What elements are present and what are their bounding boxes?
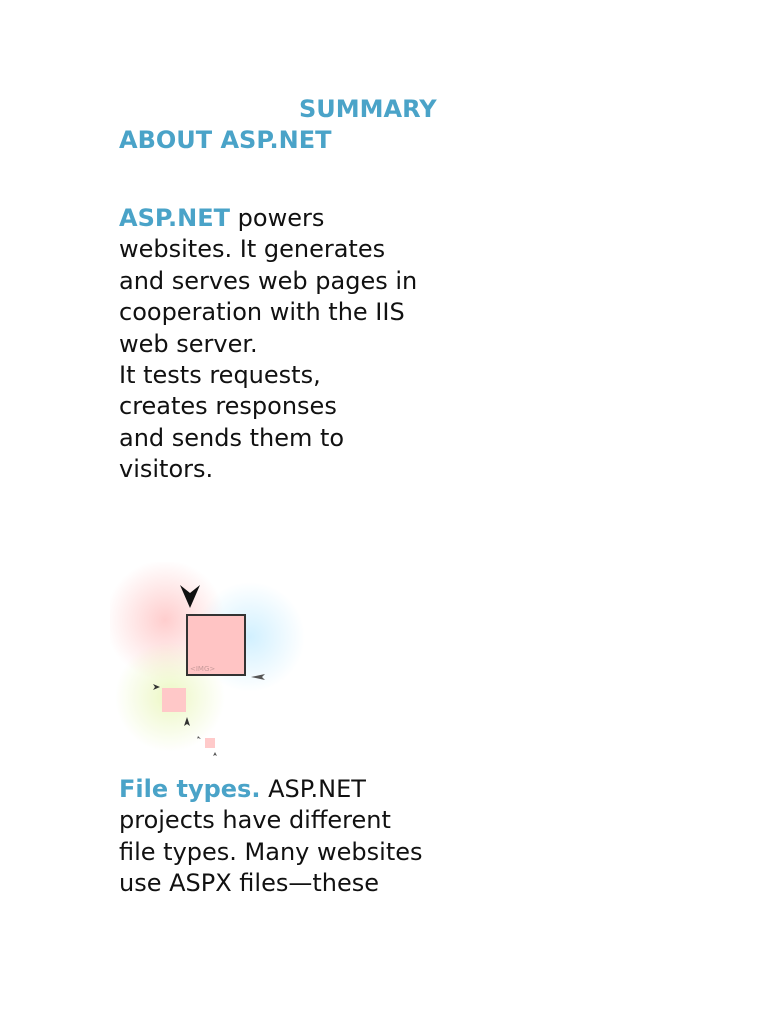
intro-line: It tests requests, — [119, 361, 321, 390]
intro-lead: ASP.NET — [119, 204, 231, 232]
file-types-lead: File types. — [119, 775, 261, 803]
intro-line: cooperation with the IIS — [119, 298, 405, 327]
intro-line: and sends them to — [119, 423, 345, 452]
intro-line: websites. It generates — [119, 235, 386, 264]
file-types-line: projects have different — [119, 806, 391, 835]
small-page-box — [162, 688, 186, 712]
file-types-lead-rest: ASP.NET — [260, 775, 366, 803]
intro-line: and serves web pages in — [119, 266, 418, 295]
intro-paragraph — [119, 203, 459, 486]
file-types-first-line — [119, 774, 459, 805]
intro-lead-rest: powers — [230, 204, 325, 232]
file-types-line: file types. Many websites — [119, 837, 423, 866]
tiny-arrow-up-icon — [213, 752, 217, 756]
intro-first-line — [119, 203, 459, 234]
page-title-line-1: SUMMARY — [299, 95, 437, 123]
file-types-line: use ASPX files—these — [119, 869, 380, 898]
intro-line: visitors. — [119, 455, 214, 484]
file-types-paragraph — [119, 774, 459, 900]
page-title-line-2: ABOUT ASP.NET — [119, 126, 332, 154]
tiny-page-box — [205, 738, 215, 748]
intro-line: creates responses — [119, 392, 337, 421]
intro-line: web server. — [119, 329, 258, 358]
request-response-illustration — [110, 562, 310, 772]
img-label: <IMG> — [190, 665, 216, 673]
